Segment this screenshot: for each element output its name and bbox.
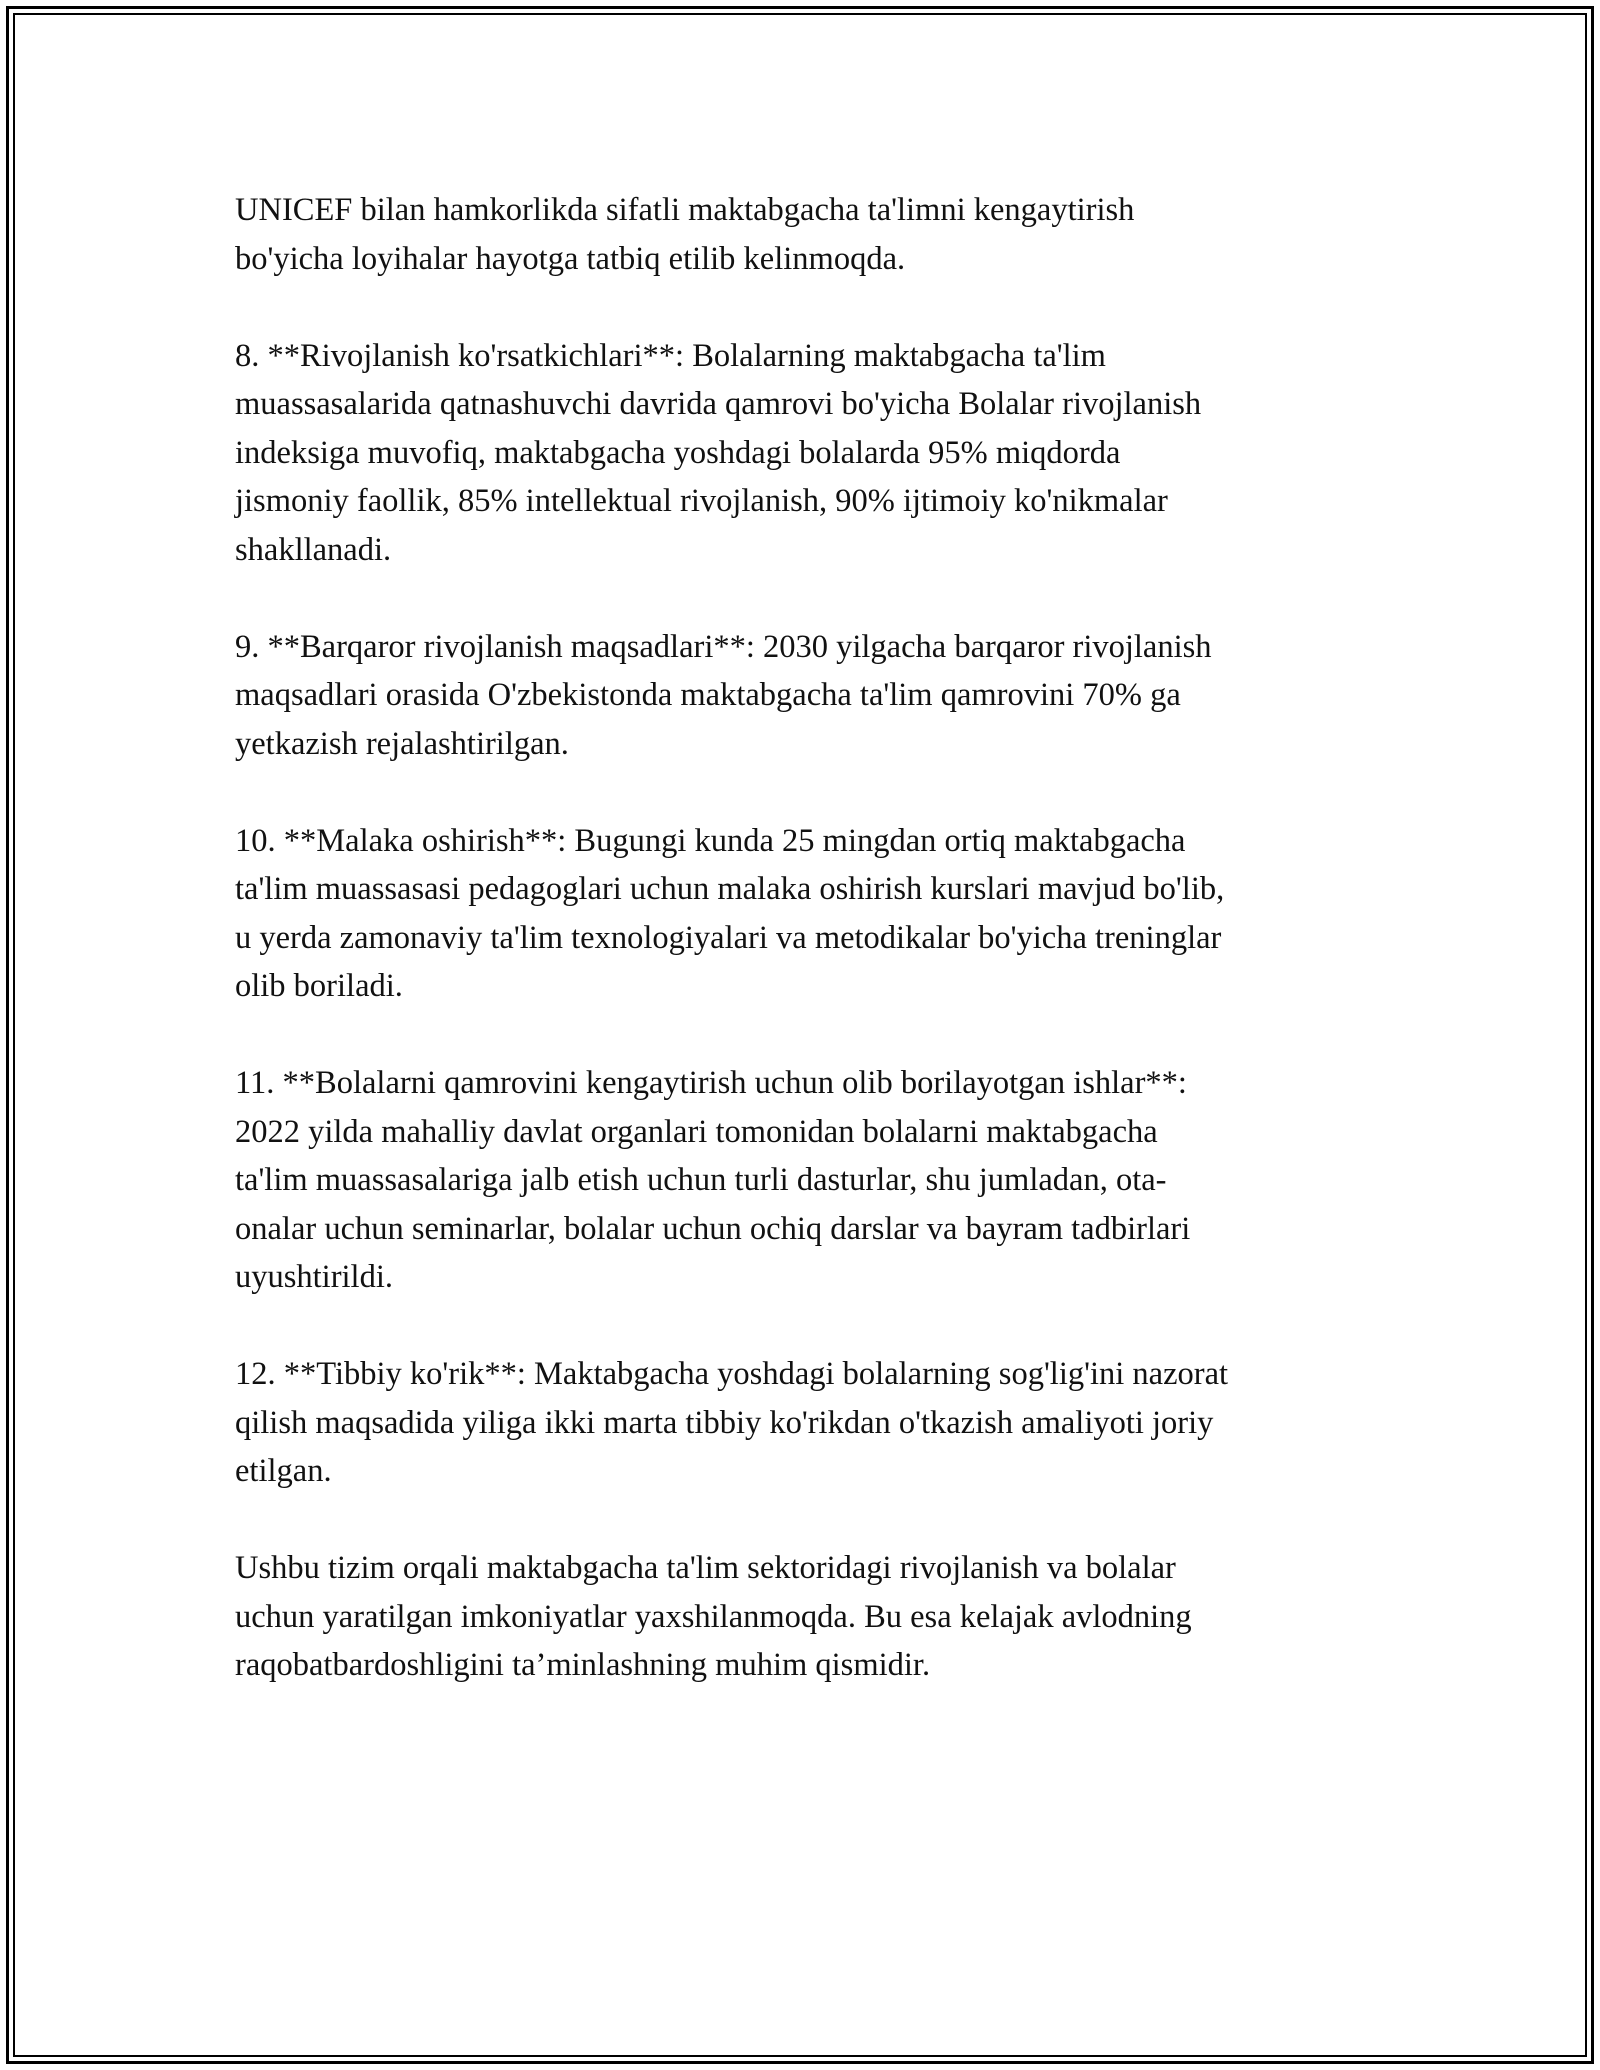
document-body: [235, 186, 1365, 1690]
paragraph-tibbiy-korik: 12. **Tibbiy ko'rik**: Maktabgacha yoshdagi bolalarning sog'lig'ini nazorat qilish maqsadida yiliga ikki marta tibbiy ko'rikdan o'tkazish amaliyoti joriy etilgan.: [235, 1356, 1229, 1489]
paragraph-unicef: UNICEF bilan hamkorlikda sifatli maktabgacha ta'limni kengaytirish bo'yicha loyihalar hayotga tatbiq etilib kelinmoqda.: [235, 192, 1135, 277]
paragraph-malaka-oshirish: 10. **Malaka oshirish**: Bugungi kunda 25 mingdan ortiq maktabgacha ta'lim muassasasi pedagoglari uchun malaka oshirish kurslari mavjud bo'lib, u yerda zamonaviy ta'lim texnologiyalari va metodikalar bo'yicha treninglar olib boriladi.: [235, 822, 1225, 1004]
paragraph-conclusion: Ushbu tizim orqali maktabgacha ta'lim sektoridagi rivojlanish va bolalar uchun yaratilgan imkoniyatlar yaxshilanmoqda. Bu esa kelajak avlodning raqobatbardoshligini ta’minlashning muhim qismidir.: [235, 1550, 1192, 1683]
paragraph-qamrovni-kengaytirish: 11. **Bolalarni qamrovini kengaytirish uchun olib borilayotgan ishlar**: 2022 yilda mahalliy davlat organlari tomonidan bolalarni maktabgacha ta'lim muassasalariga jalb etish uchun turli dasturlar, shu jumladan, ota- onalar uchun seminarlar, bolalar uchun ochiq darslar va bayram tadbirlari uyushtirildi.: [235, 1065, 1191, 1295]
paragraph-barqaror-rivojlanish: 9. **Barqaror rivojlanish maqsadlari**: 2030 yilgacha barqaror rivojlanish maqsadlari orasida O'zbekistonda maktabgacha ta'lim qamrovini 70% ga yetkazish rejalashtirilgan.: [235, 628, 1212, 762]
paragraph-rivojlanish-korsatkichlari: 8. **Rivojlanish ko'rsatkichlari**: Bolalarning maktabgacha ta'lim muassasalarida qatnashuvchi davrida qamrovi bo'yicha Bolalar rivojlanish indeksiga muvofiq, maktabgacha yoshdagi bolalarda 95% miqdorda jismoniy faollik, 85% intellektual rivojlanish, 90% ijtimoiy ko'nikmalar shakllanadi.: [235, 337, 1202, 568]
